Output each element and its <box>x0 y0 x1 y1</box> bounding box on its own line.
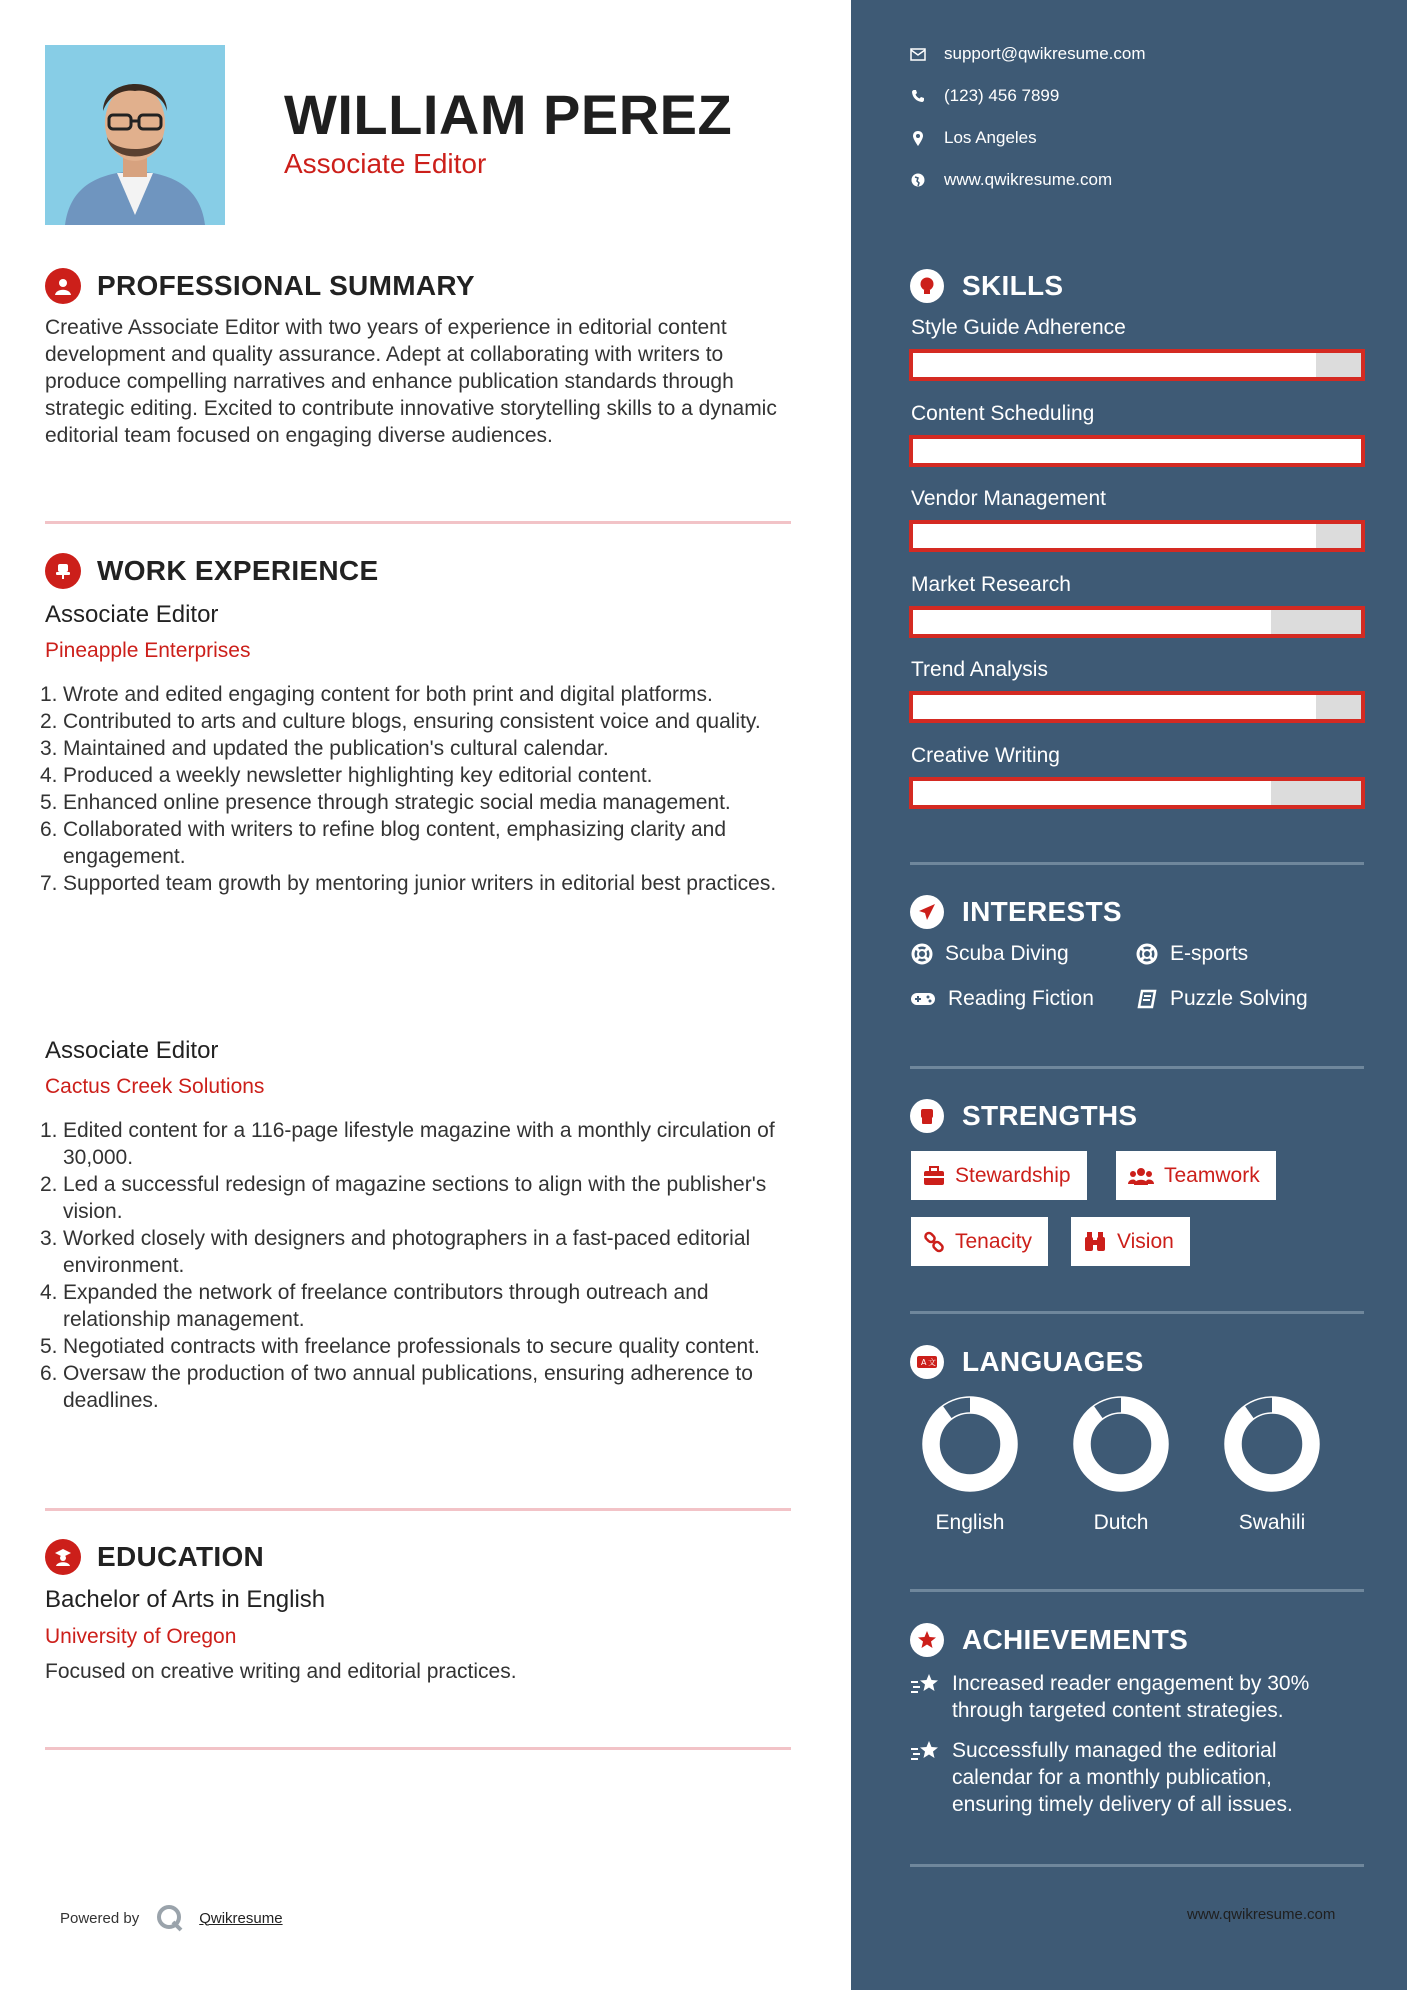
list-item: 2. Led a successful redesign of magazine sections to align with the publisher's vision. <box>40 1173 767 1223</box>
divider <box>910 1864 1364 1867</box>
skills-title: SKILLS <box>962 270 1064 301</box>
job-title: Associate Editor <box>45 1037 219 1064</box>
achievement-text: Increased reader engagement by 30% through targeted content strategies. <box>952 1672 1310 1722</box>
candidate-role: Associate Editor <box>284 148 487 179</box>
languages-title: LANGUAGES <box>962 1346 1144 1377</box>
summary-title: PROFESSIONAL SUMMARY <box>97 270 475 301</box>
briefcase-icon <box>923 1166 945 1186</box>
list-item: 3. Worked closely with designers and photographers in a fast-paced editorial environment. <box>40 1227 751 1277</box>
skill-bar-fill <box>913 439 1361 463</box>
skill-label: Style Guide Adherence <box>911 316 1126 339</box>
gamepad-icon <box>910 990 936 1008</box>
languages-heading <box>910 1345 1144 1379</box>
interest-label: Scuba Diving <box>945 942 1069 965</box>
lifebuoy-icon <box>1136 943 1158 965</box>
job-bullets <box>40 1117 796 1414</box>
list-item: 6. Collaborated with writers to refine blog content, emphasizing clarity and engagement. <box>40 818 727 868</box>
skill-bar <box>909 435 1365 467</box>
job-bullets <box>40 681 796 897</box>
skill-bar <box>909 606 1365 638</box>
divider <box>45 521 791 524</box>
paper-plane-icon <box>910 895 944 929</box>
interest-label: E-sports <box>1170 942 1249 965</box>
skill-label: Vendor Management <box>911 487 1106 510</box>
interest-item <box>1136 942 1248 966</box>
job-company: Pineapple Enterprises <box>45 639 251 662</box>
job-company: Cactus Creek Solutions <box>45 1075 265 1098</box>
contact-website[interactable] <box>910 170 1112 190</box>
strength-label: Teamwork <box>1164 1163 1260 1187</box>
contact-website-text: www.qwikresume.com <box>944 170 1113 189</box>
summary-heading <box>45 268 475 304</box>
interest-item <box>1136 987 1308 1011</box>
education-description: Focused on creative writing and editorial practices. <box>45 1660 517 1683</box>
experience-heading <box>45 553 378 589</box>
list-item: 7. Supported team growth by mentoring junior writers in editorial best practices. <box>40 872 777 895</box>
list-item: 4. Expanded the network of freelance contributors through outreach and relationship management. <box>40 1281 709 1331</box>
svg-text:文: 文 <box>928 1358 936 1367</box>
interests-heading <box>910 895 1122 929</box>
interest-label: Puzzle Solving <box>1170 987 1308 1010</box>
shooting-star-icon <box>910 1672 940 1698</box>
language-label: Dutch <box>1093 1511 1149 1534</box>
user-icon <box>45 268 81 304</box>
powered-by <box>60 1903 283 1933</box>
chair-icon <box>45 553 81 589</box>
candidate-name: WILLIAM PEREZ <box>284 83 733 146</box>
language-label: Swahili <box>1238 1511 1306 1534</box>
skill-bar <box>909 349 1365 381</box>
qwikresume-logo-icon <box>155 1903 185 1933</box>
interest-item <box>911 942 1069 966</box>
strengths-title: STRENGTHS <box>962 1100 1138 1131</box>
divider <box>910 1589 1364 1592</box>
skill-label: Creative Writing <box>911 743 1060 767</box>
list-item: 3. Maintained and updated the publication's cultural calendar. <box>40 737 609 760</box>
strength-chip <box>1116 1151 1276 1200</box>
contact-location <box>910 128 1037 148</box>
divider <box>910 1066 1364 1069</box>
map-marker-icon <box>910 131 926 146</box>
language-level-arc <box>1233 1405 1311 1483</box>
strength-label: Stewardship <box>955 1163 1071 1187</box>
language-label: English <box>935 1511 1005 1534</box>
lightbulb-icon <box>910 269 944 303</box>
qwikresume-link[interactable]: Qwikresume <box>199 1909 283 1927</box>
strength-chip <box>911 1151 1087 1200</box>
list-item: 5. Negotiated contracts with freelance professionals to secure quality content. <box>40 1335 760 1358</box>
fist-icon <box>910 1099 944 1133</box>
achievement-item <box>910 1737 1352 1818</box>
language-icon <box>910 1345 944 1379</box>
envelope-icon <box>910 48 926 61</box>
strength-chip <box>1071 1217 1190 1266</box>
summary-text: Creative Associate Editor with two years of experience in editorial content development and quality assurance. Adept at collaborating with writers to produce compelling narratives and enhance publication standards through strategic editing. Excited to contribute innovative storytelling skills to a dynamic editorial team focused on engaging diverse audiences. <box>45 316 777 447</box>
list-item: 1. Edited content for a 116-page lifestyle magazine with a monthly circulation of 30,000. <box>40 1119 775 1169</box>
star-badge-icon <box>910 1623 944 1657</box>
globe-icon <box>910 173 926 187</box>
skill-bar-fill <box>913 695 1316 719</box>
language-ring <box>1217 1389 1327 1504</box>
contact-phone-text: (123) 456 7899 <box>944 86 1060 105</box>
interest-item <box>910 987 1094 1011</box>
contact-phone[interactable] <box>910 86 1059 106</box>
strengths-heading <box>910 1099 1137 1133</box>
school-name: University of Oregon <box>45 1625 237 1648</box>
footer-website[interactable]: www.qwikresume.com <box>1187 1906 1336 1923</box>
achievements-title: ACHIEVEMENTS <box>962 1624 1189 1655</box>
skill-label: Content Scheduling <box>911 401 1095 425</box>
strength-label: Vision <box>1117 1229 1174 1253</box>
degree-title: Bachelor of Arts in English <box>45 1586 326 1613</box>
skill-bar-fill <box>913 353 1316 377</box>
achievement-text: Successfully managed the editorial calendar for a monthly publication, ensuring timely delivery of all issues. <box>952 1739 1293 1816</box>
list-item: 1. Wrote and edited engaging content for both print and digital platforms. <box>40 683 713 706</box>
divider <box>45 1508 791 1511</box>
skill-bar-fill <box>913 610 1271 634</box>
users-icon <box>1128 1166 1154 1186</box>
list-item: 4. Produced a weekly newsletter highlighting key editorial content. <box>40 764 653 787</box>
skill-bar <box>909 777 1365 809</box>
list-item: 2. Contributed to arts and culture blogs, ensuring consistent voice and quality. <box>40 710 761 733</box>
list-item: 6. Oversaw the production of two annual publications, ensuring adherence to deadlines. <box>40 1362 753 1412</box>
skill-bar <box>909 520 1365 552</box>
contact-location-text: Los Angeles <box>944 128 1037 147</box>
binoculars-icon <box>1083 1231 1107 1253</box>
divider <box>910 1311 1364 1314</box>
achievement-item <box>910 1670 1352 1724</box>
education-title: EDUCATION <box>97 1541 265 1572</box>
skill-bar <box>909 691 1365 723</box>
skills-heading <box>910 269 1063 303</box>
interests-title: INTERESTS <box>962 896 1122 927</box>
skill-bar-fill <box>913 524 1316 548</box>
phone-icon <box>910 89 926 103</box>
contact-email[interactable] <box>910 44 1146 64</box>
contact-email-text: support@qwikresume.com <box>944 44 1146 63</box>
strength-chip <box>911 1217 1048 1266</box>
divider <box>45 1747 791 1750</box>
experience-title: WORK EXPERIENCE <box>97 555 379 586</box>
divider <box>910 862 1364 865</box>
skill-bar-fill <box>913 781 1271 805</box>
education-heading <box>45 1539 264 1575</box>
skill-label: Market Research <box>911 572 1071 596</box>
language-level-arc <box>931 1405 1009 1483</box>
list-item: 5. Enhanced online presence through strategic social media management. <box>40 791 731 814</box>
graduate-icon <box>45 1539 81 1575</box>
shooting-star-icon <box>910 1739 940 1765</box>
powered-by-label: Powered by <box>60 1909 140 1927</box>
profile-photo <box>45 45 225 225</box>
strength-label: Tenacity <box>955 1229 1033 1253</box>
lifebuoy-icon <box>911 943 933 965</box>
link-icon <box>923 1231 945 1253</box>
book-icon <box>1136 988 1158 1010</box>
interest-label: Reading Fiction <box>948 987 1094 1010</box>
job-title: Associate Editor <box>45 601 219 628</box>
language-ring <box>1066 1389 1176 1504</box>
language-ring <box>915 1389 1025 1504</box>
achievements-heading <box>910 1623 1188 1657</box>
language-level-arc <box>1082 1405 1160 1483</box>
svg-text:A: A <box>921 1358 927 1367</box>
skill-label: Trend Analysis <box>911 658 1048 681</box>
